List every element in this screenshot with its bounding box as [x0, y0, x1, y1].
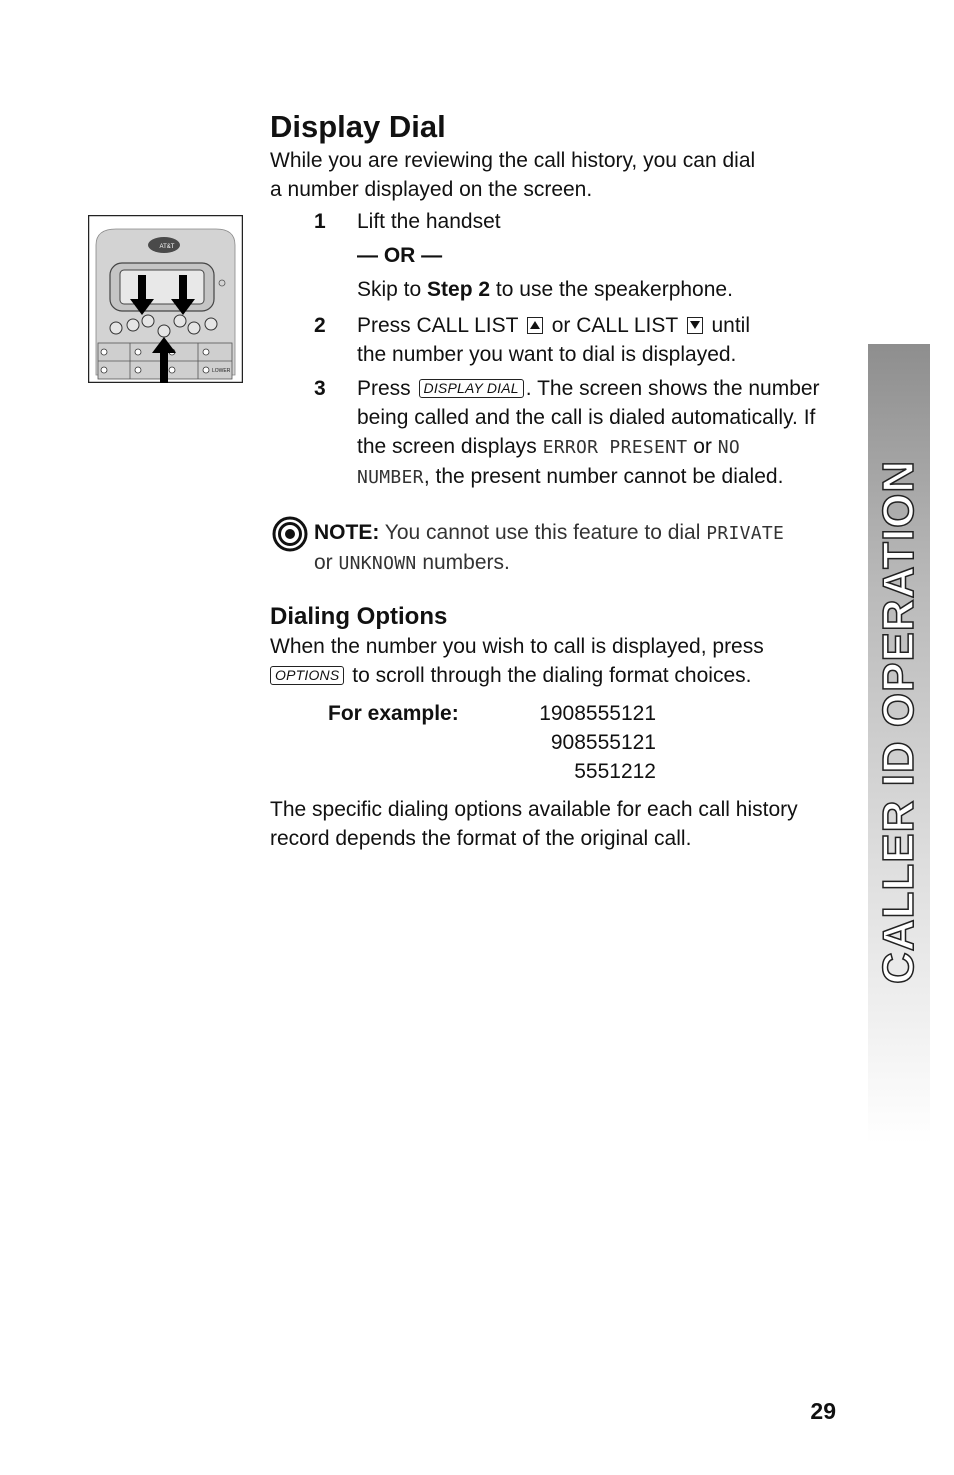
dialing-line-2: OPTIONS to scroll through the dialing format choices.: [270, 661, 830, 690]
or-separator: — OR —: [357, 244, 443, 267]
step-3-line-4: NUMBER, the present number cannot be dialed.: [357, 465, 784, 488]
step-2-line-2: the number you want to dial is displayed.: [357, 343, 737, 366]
step-1-text: Lift the handset: [357, 210, 501, 233]
page-number: 29: [810, 1398, 836, 1424]
step-3-number: 3: [314, 377, 326, 400]
step-1-alt: Skip to Step 2 to use the speakerphone.: [357, 278, 733, 301]
intro-line-2: a number displayed on the screen.: [270, 178, 593, 201]
example-number-2: 908555121: [550, 731, 656, 754]
step-3-line-3: the screen displays ERROR PRESENT or NO: [357, 435, 741, 458]
dialing-options-paragraph: [270, 632, 830, 690]
example-label: For example:: [328, 702, 459, 725]
note-block: [272, 518, 832, 578]
example-numbers: [520, 699, 656, 786]
closing-line-2: record depends the format of the original call.: [270, 827, 692, 850]
example-number-1: 1908555121: [539, 702, 656, 725]
note-target-icon: [272, 516, 308, 552]
phone-key-label: LOWER: [212, 368, 231, 374]
step-1-number: 1: [314, 210, 326, 233]
number-display: NUMBER: [357, 467, 424, 488]
example-number-3: 5551212: [574, 760, 656, 783]
unknown-display: UNKNOWN: [338, 553, 417, 574]
chapter-side-tab: [868, 344, 930, 1144]
options-key: OPTIONS: [270, 666, 344, 685]
display-dial-key: DISPLAY DIAL: [419, 379, 524, 398]
closing-paragraph: [270, 795, 840, 853]
dialing-options-heading: Dialing Options: [270, 603, 448, 630]
note-text: NOTE: You cannot use this feature to dial PRIVATE or UNKNOWN numbers.: [314, 521, 785, 574]
step-2-line-1: Press CALL LIST or CALL LIST until: [357, 314, 750, 337]
call-list-down-key-icon: [687, 317, 703, 334]
step-1: [270, 207, 850, 307]
intro-paragraph: [270, 146, 830, 204]
step-2-number: 2: [314, 314, 326, 337]
step-3-line-2: being called and the call is dialed automatically. If: [357, 406, 816, 429]
step-3-line-1: Press DISPLAY DIAL . The screen shows the number: [357, 377, 820, 400]
intro-line-1: While you are reviewing the call history, you can dial: [270, 149, 756, 172]
call-list-up-key-icon: [527, 317, 543, 334]
step-2-reference: Step 2: [427, 278, 491, 301]
note-label: NOTE:: [314, 521, 380, 544]
phone-illustration: [88, 215, 243, 383]
section-title: Display Dial: [270, 109, 446, 144]
private-display: PRIVATE: [706, 523, 785, 544]
dialing-line-1: When the number you wish to call is displayed, press: [270, 635, 764, 658]
phone-brand-logo: AT&T: [159, 244, 175, 250]
chapter-side-tab-label: CALLER ID OPERATION: [874, 459, 923, 984]
step-3: [270, 374, 850, 494]
step-2: [270, 311, 850, 371]
no-display: NO: [717, 437, 741, 458]
closing-line-1: The specific dialing options available for each call history: [270, 798, 798, 821]
error-present-display: ERROR PRESENT: [542, 437, 688, 458]
